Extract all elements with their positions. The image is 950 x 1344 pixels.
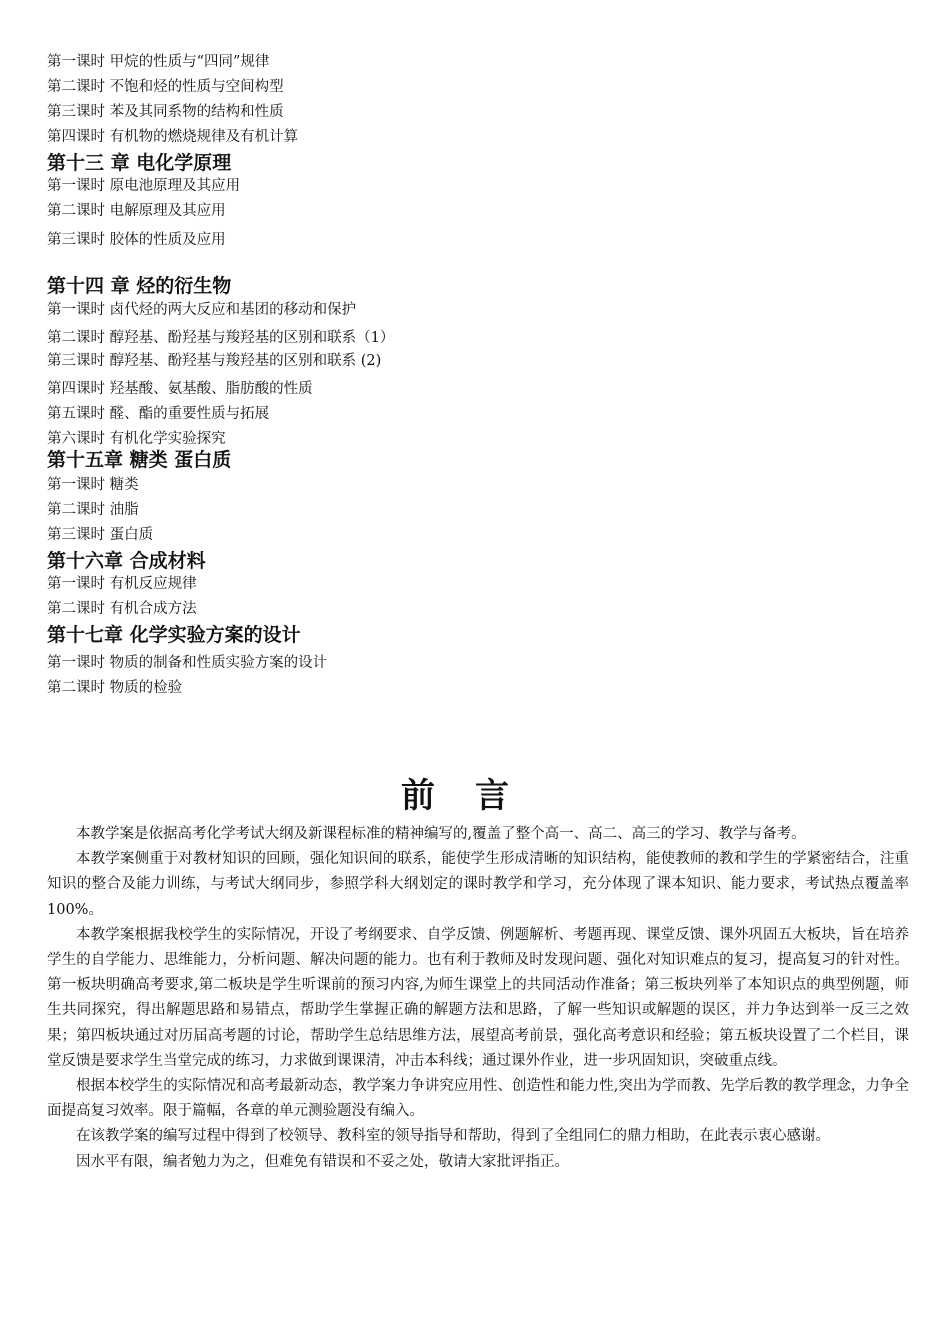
- toc-lesson: 第六课时 有机化学实验探究: [47, 431, 226, 447]
- toc-lesson: 第二课时 电解原理及其应用: [47, 203, 226, 219]
- preface-paragraph: 本教学案是依据高考化学考试大纲及新课程标准的精神编写的,覆盖了整个高一、高二、高三的学习、教学与备考。: [76, 826, 806, 842]
- toc-lesson: 第一课时 原电池原理及其应用: [47, 178, 241, 194]
- chapter-16-title: 第十六章 合成材料: [47, 550, 206, 572]
- toc-lesson: 第一课时 糖类: [47, 477, 139, 493]
- toc-lesson: 第一课时 物质的制备和性质实验方案的设计: [47, 655, 328, 671]
- toc-lesson: 第二课时 油脂: [47, 502, 139, 518]
- toc-lesson: 第一课时 卤代烃的两大反应和基团的移动和保护: [47, 302, 357, 318]
- toc-lesson: 第二课时 不饱和烃的性质与空间构型: [47, 79, 284, 95]
- chapter-14-title: 第十四 章 烃的衍生物: [47, 275, 232, 297]
- toc-lesson: 第三课时 胶体的性质及应用: [47, 232, 226, 248]
- preface-title: 前言: [401, 776, 549, 816]
- toc-lesson: 第五课时 醛、酯的重要性质与拓展: [47, 406, 270, 422]
- toc-lesson: 第一课时 甲烷的性质与“四同”规律: [47, 54, 270, 70]
- toc-lesson: 第四课时 羟基酸、氨基酸、脂肪酸的性质: [47, 381, 313, 397]
- chapter-15-title: 第十五章 糖类 蛋白质: [47, 449, 232, 471]
- toc-lesson: 第二课时 醇羟基、酚羟基与羧羟基的区别和联系（1）: [47, 330, 395, 346]
- toc-lesson: 第二课时 有机合成方法: [47, 601, 197, 617]
- preface-paragraph: 本教学案侧重于对教材知识的回顾，强化知识间的联系，能使学生形成清晰的知识结构，能使教师的教和学生的学紧密结合，注重知识的整合及能力训练，与考试大纲同步，参照学科大纲划定的课时教学和学习，充分体现了课本知识、能力要求，考试热点覆盖率100%。: [47, 851, 909, 918]
- toc-lesson: 第三课时 苯及其同系物的结构和性质: [47, 104, 284, 120]
- toc-lesson: 第三课时 醇羟基、酚羟基与羧羟基的区别和联系 (2): [47, 353, 382, 369]
- preface-body: [47, 822, 909, 1175]
- preface-paragraph: 在该教学案的编写过程中得到了校领导、教科室的领导指导和帮助，得到了全组同仁的鼎力相助，在此表示衷心感谢。: [76, 1128, 830, 1145]
- preface-paragraph: 因水平有限，编者勉力为之，但难免有错误和不妥之处，敬请大家批评指正。: [76, 1153, 569, 1170]
- toc-lesson: 第二课时 物质的检验: [47, 680, 183, 696]
- toc-lesson: 第一课时 有机反应规律: [47, 576, 197, 592]
- toc-lesson: 第三课时 蛋白质: [47, 527, 154, 543]
- chapter-17-title: 第十七章 化学实验方案的设计: [47, 624, 301, 646]
- preface-paragraph: 根据本校学生的实际情况和高考最新动态，教学案力争讲究应用性、创造性和能力性,突出为学而教、先学后教的教学理念，力争全面提高复习效率。限于篇幅，各章的单元测验题没有编入。: [47, 1078, 909, 1120]
- preface-paragraph: 本教学案根据我校学生的实际情况，开设了考纲要求、自学反馈、例题解析、考题再现、课堂反馈、课外巩固五大板块，旨在培养学生的自学能力、思维能力，分析问题、解决问题的能力。也有利于教师及时发现问题、强化对知识难点的复习，提高复习的针对性。第一板块明确高考要求,第二板块是学生听课前的预习内容,为师生课堂上的共同活动作准备；第三板块列举了本知识点的典型例题，师生共同探究，得出解题思路和易错点，帮助学生掌握正确的解题方法和思路，了解一些知识或解题的误区，并力争达到举一反三之效果；第四板块通过对历届高考题的讨论，帮助学生总结思维方法，展望高考前景，强化高考意识和经验；第五板块设置了二个栏目，课堂反馈是要求学生当堂完成的练习，力求做到课课清，冲击本科线；通过课外作业，进一步巩固知识，突破重点线。: [47, 926, 909, 1069]
- toc-lesson: 第四课时 有机物的燃烧规律及有机计算: [47, 129, 299, 145]
- chapter-13-title: 第十三 章 电化学原理: [47, 152, 232, 174]
